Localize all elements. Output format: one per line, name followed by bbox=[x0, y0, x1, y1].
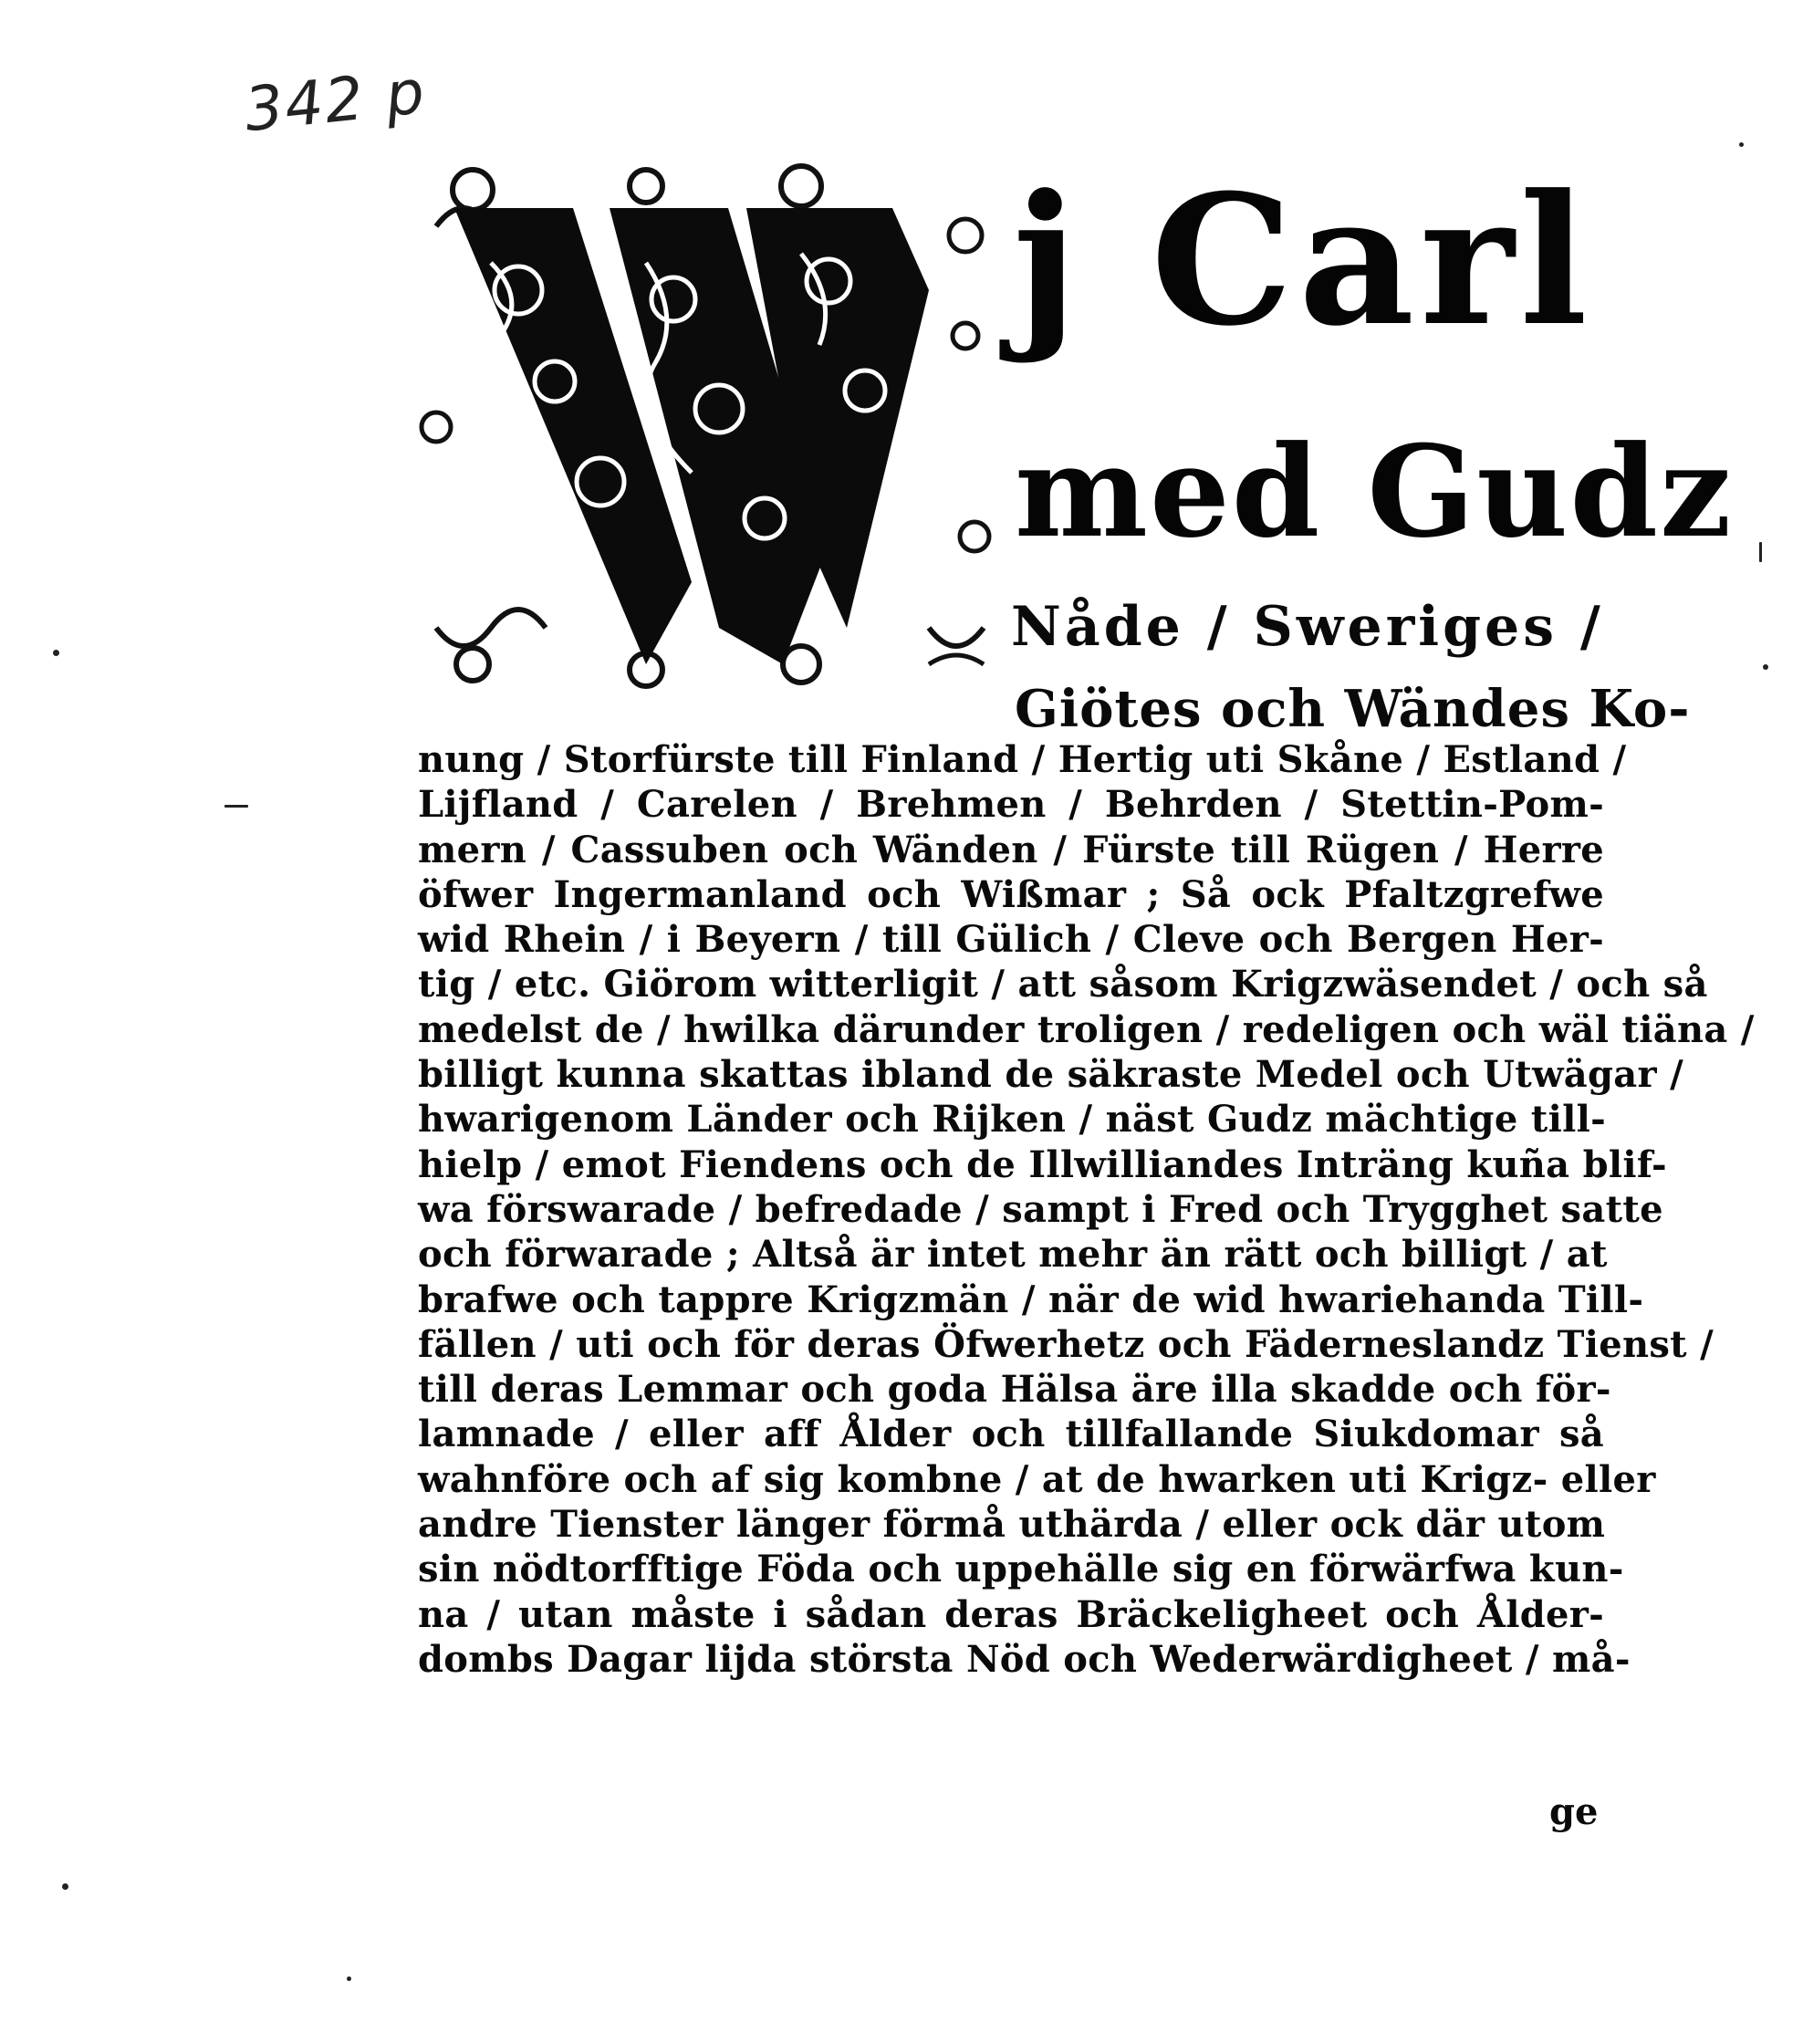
scan-speck bbox=[1763, 664, 1768, 670]
body-line: dombs Dagar lijda största Nöd och Wederwärdigheet / må- bbox=[418, 1637, 1631, 1681]
body-line: öfwer Ingermanland och Wißmar ; Så ock Pfaltzgrefwe bbox=[418, 872, 1604, 916]
body-line: wahnföre och af sig kombne / at de hwarken uti Krigz- eller bbox=[418, 1457, 1656, 1501]
decorated-initial bbox=[418, 153, 1002, 701]
scan-speck bbox=[224, 805, 248, 808]
body-line: billigt kunna skattas ibland de säkraste Medel och Utwägar / bbox=[418, 1053, 1684, 1097]
body-line: hielp / emot Fiendens och de Illwilliandes Inträng kuña blif- bbox=[418, 1142, 1667, 1186]
body-line: andre Tienster länger förmå uthärda / eller ock där utom bbox=[418, 1503, 1606, 1547]
body-line: fällen / uti och för deras Öfwerhetz och Fäderneslandz Tienst / bbox=[418, 1322, 1714, 1366]
body-line: brafwe och tappre Krigzmän / när de wid hwariehanda Till- bbox=[418, 1278, 1644, 1321]
body-line: wa förswarade / befredade / sampt i Fred och Trygghet satte bbox=[418, 1187, 1663, 1231]
body-line: till deras Lemmar och goda Hälsa äre illa skadde och för- bbox=[418, 1368, 1611, 1412]
scan-speck bbox=[1739, 142, 1744, 147]
body-line: och förwarade ; Altså är intet mehr än rätt och billigt / at bbox=[418, 1233, 1608, 1277]
body-line: wid Rhein / i Beyern / till Gülich / Cleve och Bergen Her- bbox=[418, 918, 1604, 962]
body-text bbox=[418, 737, 1755, 1682]
body-line: mern / Cassuben och Wänden / Fürste till Rügen / Herre bbox=[418, 828, 1604, 871]
body-line: Lijfland / Carelen / Brehmen / Behrden / Stettin-Pom- bbox=[418, 783, 1604, 827]
intro-line-2: Giötes och Wändes Ko- bbox=[1015, 679, 1691, 739]
catchword: ge bbox=[1549, 1790, 1599, 1833]
body-line: lamnade / eller aff Ålder och tillfallande Siukdomar så bbox=[418, 1413, 1604, 1456]
margin-note: 342 p bbox=[241, 56, 430, 146]
heading-line-2: med Gudz bbox=[1015, 417, 1734, 566]
body-line: tig / etc. Giörom witterligit / att såsom Krigzwäsendet / och så bbox=[418, 963, 1708, 1006]
heading-line-1: j Carl bbox=[1013, 156, 1593, 366]
body-line: medelst de / hwilka därunder troligen / redeligen och wäl tiäna / bbox=[418, 1007, 1755, 1051]
body-line: nung / Storfürste till Finland / Hertig uti Skåne / Estland / bbox=[418, 738, 1627, 781]
scan-speck bbox=[53, 650, 59, 656]
intro-line-1: Nåde / Sweriges / bbox=[1011, 595, 1604, 659]
body-line: hwarigenom Länder och Rijken / näst Gudz mächtige till- bbox=[418, 1098, 1606, 1142]
body-line: sin nödtorfftige Föda och uppehälle sig en förwärfwa kun- bbox=[418, 1548, 1624, 1591]
scan-speck bbox=[347, 1976, 351, 1981]
scan-speck bbox=[62, 1883, 68, 1890]
body-line: na / utan måste i sådan deras Bräckeligheet och Ålder- bbox=[418, 1592, 1604, 1636]
scan-speck bbox=[1759, 542, 1762, 562]
decorated-initial-graphic bbox=[418, 153, 1002, 701]
